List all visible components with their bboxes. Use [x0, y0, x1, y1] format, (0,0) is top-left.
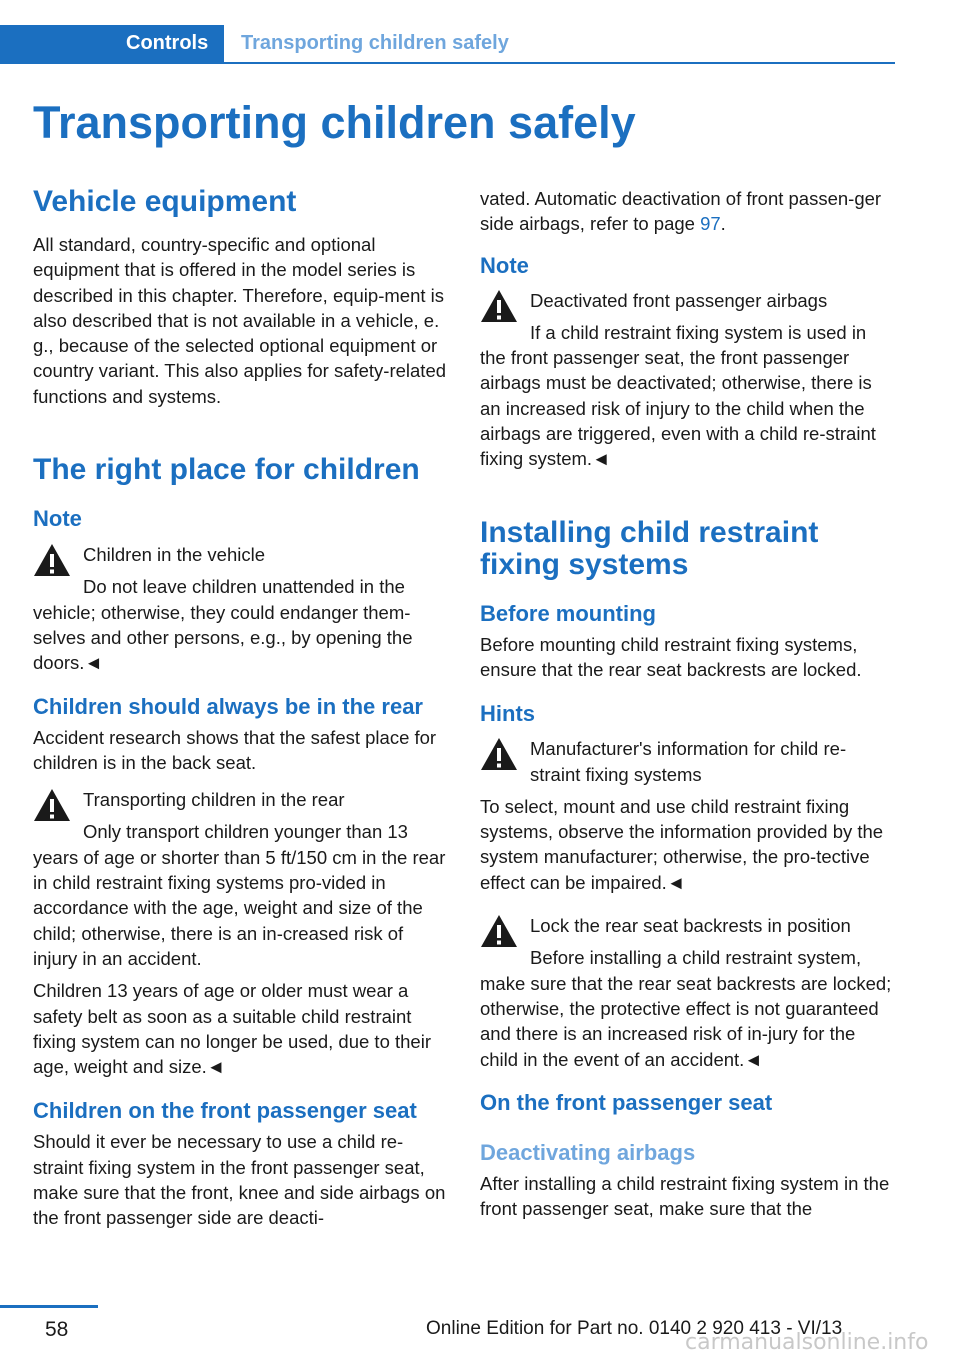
heading-installing: Installing child restraint fixing systems	[480, 515, 819, 581]
warning-lock-backrests	[480, 913, 895, 1072]
warning-children-in-vehicle	[33, 542, 448, 675]
continued-text: vated. Automatic deactivation of front passen‐ger side airbags, refer to page 97.	[480, 188, 882, 235]
heading-deactivating-airbags: Deactivating airbags	[480, 1139, 696, 1165]
running-header	[0, 25, 895, 64]
warning-title: Manufacturer's information for child re‐straint fixing systems	[530, 738, 847, 785]
warning-triangle-icon	[480, 913, 518, 949]
warning-text: If a child restraint fixing system is used in the front passenger seat, the front passenger airbags must be deactivated; otherwise, there is an increased risk of injury to the child when the airbags are triggered, even with a child re‐straint fixing system.◄	[480, 321, 876, 470]
before-mounting-text: Before mounting child restraint fixing systems, ensure that the rear seat backrests are locked.	[480, 633, 862, 680]
rear-text: Accident research shows that the safest place for children is in the back seat.	[33, 726, 437, 773]
right-column	[480, 186, 895, 1221]
page-title: Transporting children safely	[33, 97, 636, 148]
left-column	[33, 186, 448, 1231]
edition-info: Online Edition for Part no. 0140 2 920 413 - VI/13	[426, 1318, 843, 1339]
warning-deactivated-airbags	[480, 288, 895, 472]
warning-title: Transporting children in the rear	[83, 789, 345, 811]
footer-rule	[0, 1305, 98, 1308]
warning-title: Children in the vehicle	[83, 544, 266, 566]
vehicle-equipment-text: All standard, country-specific and optional equipment that is offered in the model series is described in this chapter. Therefore, equip‐ment is also described that is not available in a vehicle, e. g., because of the selected optional equipment or country variant. This also applies for safety-related functions and systems.	[33, 234, 447, 407]
warning-title: Lock the rear seat backrests in position	[530, 915, 851, 937]
section-tab[interactable]: Controls	[0, 25, 224, 62]
warning-triangle-icon	[33, 787, 71, 823]
warning-text: Before installing a child restraint system, make sure that the rear seat backrests are locked; otherwise, the protective effect is not guaranteed and there is an increased risk of in‐jury for the child in the event of an accident.◄	[480, 947, 892, 1070]
heading-front-passenger-seat: On the front passenger seat	[480, 1089, 773, 1115]
watermark: carmanualsonline.info	[685, 1330, 929, 1355]
warning-text-continued: Children 13 years of age or older must wear a safety belt as soon as a suitable child restraint fixing system can no longer be used, due to their age, weight and size.◄	[33, 980, 431, 1078]
warning-triangle-icon	[33, 542, 71, 578]
warning-triangle-icon	[480, 288, 518, 324]
warning-triangle-icon	[480, 736, 518, 772]
warning-children-rear	[33, 787, 448, 1079]
page-link[interactable]: 97	[700, 213, 721, 235]
warning-text: Only transport children younger than 13 years of age or shorter than 5 ft/150 cm in the rear in child restraint fixing systems pro‐vided in accordance with the age, weight and size of the child; otherwise, there is an in‐creased risk of injury in an accident.	[33, 821, 446, 969]
heading-front-seat: Children on the front passenger seat	[33, 1098, 417, 1124]
heading-right-place: The right place for children	[33, 453, 420, 487]
warning-title: Deactivated front passenger airbags	[530, 289, 828, 311]
heading-vehicle-equipment: Vehicle equipment	[33, 185, 297, 218]
heading-children-rear: Children should always be in the rear	[33, 693, 423, 719]
heading-hints: Hints	[480, 701, 535, 727]
warning-text: Do not leave children unattended in the vehicle; otherwise, they could endanger them‐selves and other persons, e.g., by opening the doors.◄	[33, 576, 413, 674]
heading-before-mounting: Before mounting	[480, 600, 656, 626]
warning-manufacturer-info	[480, 736, 895, 895]
warning-text: To select, mount and use child restraint fixing systems, observe the information provided by the system manufacturer; otherwise, the pro‐tective effect can be impaired.◄	[480, 795, 884, 893]
page-number: 58	[45, 1318, 69, 1341]
deactivating-text: After installing a child restraint fixing system in the front passenger seat, make sure that the	[480, 1172, 890, 1220]
note-label: Note	[480, 252, 529, 278]
breadcrumb[interactable]: Transporting children safely	[241, 32, 509, 54]
front-seat-text: Should it ever be necessary to use a child re‐straint fixing system in the front passenger seat, make sure that the front, knee and side airbags on the front passenger side are deacti‐	[33, 1131, 446, 1229]
note-label: Note	[33, 506, 82, 532]
